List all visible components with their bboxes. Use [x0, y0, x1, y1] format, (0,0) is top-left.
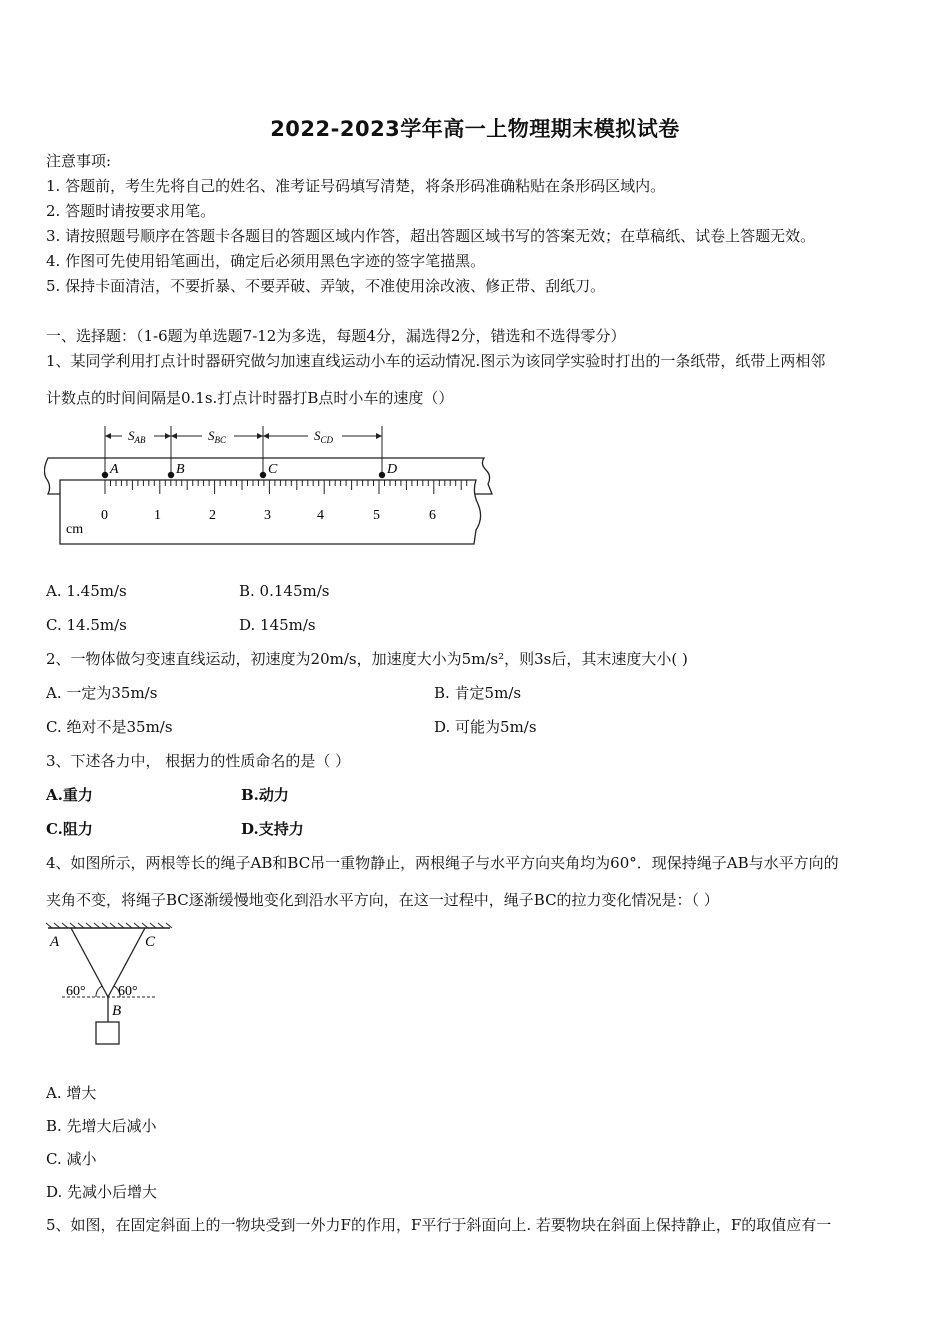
label-b: B: [112, 1003, 122, 1019]
q3-option-d[interactable]: D.支持力: [241, 820, 304, 838]
q3-option-c[interactable]: C.阻力: [46, 820, 93, 838]
q3-option-b[interactable]: B.动力: [241, 786, 289, 804]
ruler-number: 6: [429, 508, 436, 523]
ruler-number: 1: [154, 508, 161, 523]
q4-stem-line1: 4、如图所示，两根等长的绳子AB和BC吊一重物静止，两根绳子与水平方向夹角均为60°．现保持绳子AB与水平方向的: [46, 854, 839, 872]
q1-tape-ruler-figure: [44, 418, 496, 554]
notice-item: 4. 作图可先使用铅笔画出，确定后必须用黑色字迹的签字笔描黑。: [46, 252, 486, 270]
q4-option-a[interactable]: A. 增大: [46, 1084, 97, 1102]
q1-option-a[interactable]: A. 1.45m/s: [46, 582, 127, 600]
q5-stem-line1: 5、如图，在固定斜面上的一物块受到一外力F的作用，F平行于斜面向上. 若要物块在斜面上保持静止，F的取值应有一: [46, 1216, 832, 1234]
q4-option-d[interactable]: D. 先减小后增大: [46, 1183, 158, 1201]
label-c: C: [145, 934, 156, 950]
page-title: 2022-2023学年高一上物理期末模拟试卷: [270, 117, 680, 141]
notice-item: 5. 保持卡面清洁，不要折暴、不要弄破、弄皱，不准使用涂改液、修正带、刮纸刀。: [46, 277, 606, 295]
notice-heading: 注意事项:: [46, 152, 112, 170]
q2-option-a[interactable]: A. 一定为35m/s: [46, 684, 158, 702]
point-label-b: B: [176, 462, 185, 477]
q1-option-c[interactable]: C. 14.5m/s: [46, 616, 127, 634]
q4-hanging-weight-figure: [44, 922, 176, 1050]
label-a: A: [50, 934, 60, 950]
section-heading: 一、选择题：（1-6题为单选题7-12为多选，每题4分，漏选得2分，错选和不选得零分）: [46, 327, 626, 345]
ruler-number: 5: [373, 508, 380, 523]
ruler-number: 3: [264, 508, 271, 523]
ruler-number: 4: [317, 508, 324, 523]
notice-item: 2. 答题时请按要求用笔。: [46, 202, 216, 220]
segment-label-cd: $S_{CD}$: [314, 428, 334, 445]
notice-item: 3. 请按照题号顺序在答题卡各题目的答题区域内作答，超出答题区域书写的答案无效；在草稿纸、试卷上答题无效。: [46, 227, 816, 245]
q1-stem-line1: 1、某同学利用打点计时器研究做匀加速直线运动小车的运动情况.图示为该同学实验时打出的一条纸带，纸带上两相邻: [46, 352, 826, 370]
q2-stem: 2、一物体做匀变速直线运动，初速度为20m/s，加速度大小为5m/s²，则3s后，其末速度大小( ): [46, 650, 688, 668]
q1-stem-line2: 计数点的时间间隔是0.1s.打点计时器打B点时小车的速度（）: [46, 389, 454, 407]
q2-option-d[interactable]: D. 可能为5m/s: [434, 718, 537, 736]
q1-option-b[interactable]: B. 0.145m/s: [239, 582, 330, 600]
q2-option-b[interactable]: B. 肯定5m/s: [434, 684, 522, 702]
q1-option-d[interactable]: D. 145m/s: [239, 616, 316, 634]
q4-option-b[interactable]: B. 先增大后减小: [46, 1117, 157, 1135]
angle-label-right: 60°: [118, 984, 138, 999]
point-label-c: C: [268, 462, 278, 477]
angle-label-left: 60°: [66, 984, 86, 999]
q3-stem: 3、下述各力中， 根据力的性质命名的是（ ）: [46, 752, 351, 770]
q4-stem-line2: 夹角不变，将绳子BC逐渐缓慢地变化到沿水平方向，在这一过程中，绳子BC的拉力变化情况是：（ ）: [46, 891, 719, 909]
notice-item: 1. 答题前，考生先将自己的姓名、准考证号码填写清楚，将条形码准确粘贴在条形码区域内。: [46, 177, 666, 195]
point-label-d: D: [387, 462, 398, 477]
ruler-number: 2: [209, 508, 216, 523]
q4-option-c[interactable]: C. 减小: [46, 1150, 97, 1168]
segment-label-bc: $S_{BC}$: [208, 428, 227, 445]
q2-option-c[interactable]: C. 绝对不是35m/s: [46, 718, 173, 736]
ruler-unit: cm: [66, 522, 84, 537]
point-label-a: A: [110, 462, 119, 477]
ruler-number: 0: [101, 508, 108, 523]
q3-option-a[interactable]: A.重力: [46, 786, 93, 804]
segment-label-ab: $S_{AB}$: [128, 428, 146, 445]
